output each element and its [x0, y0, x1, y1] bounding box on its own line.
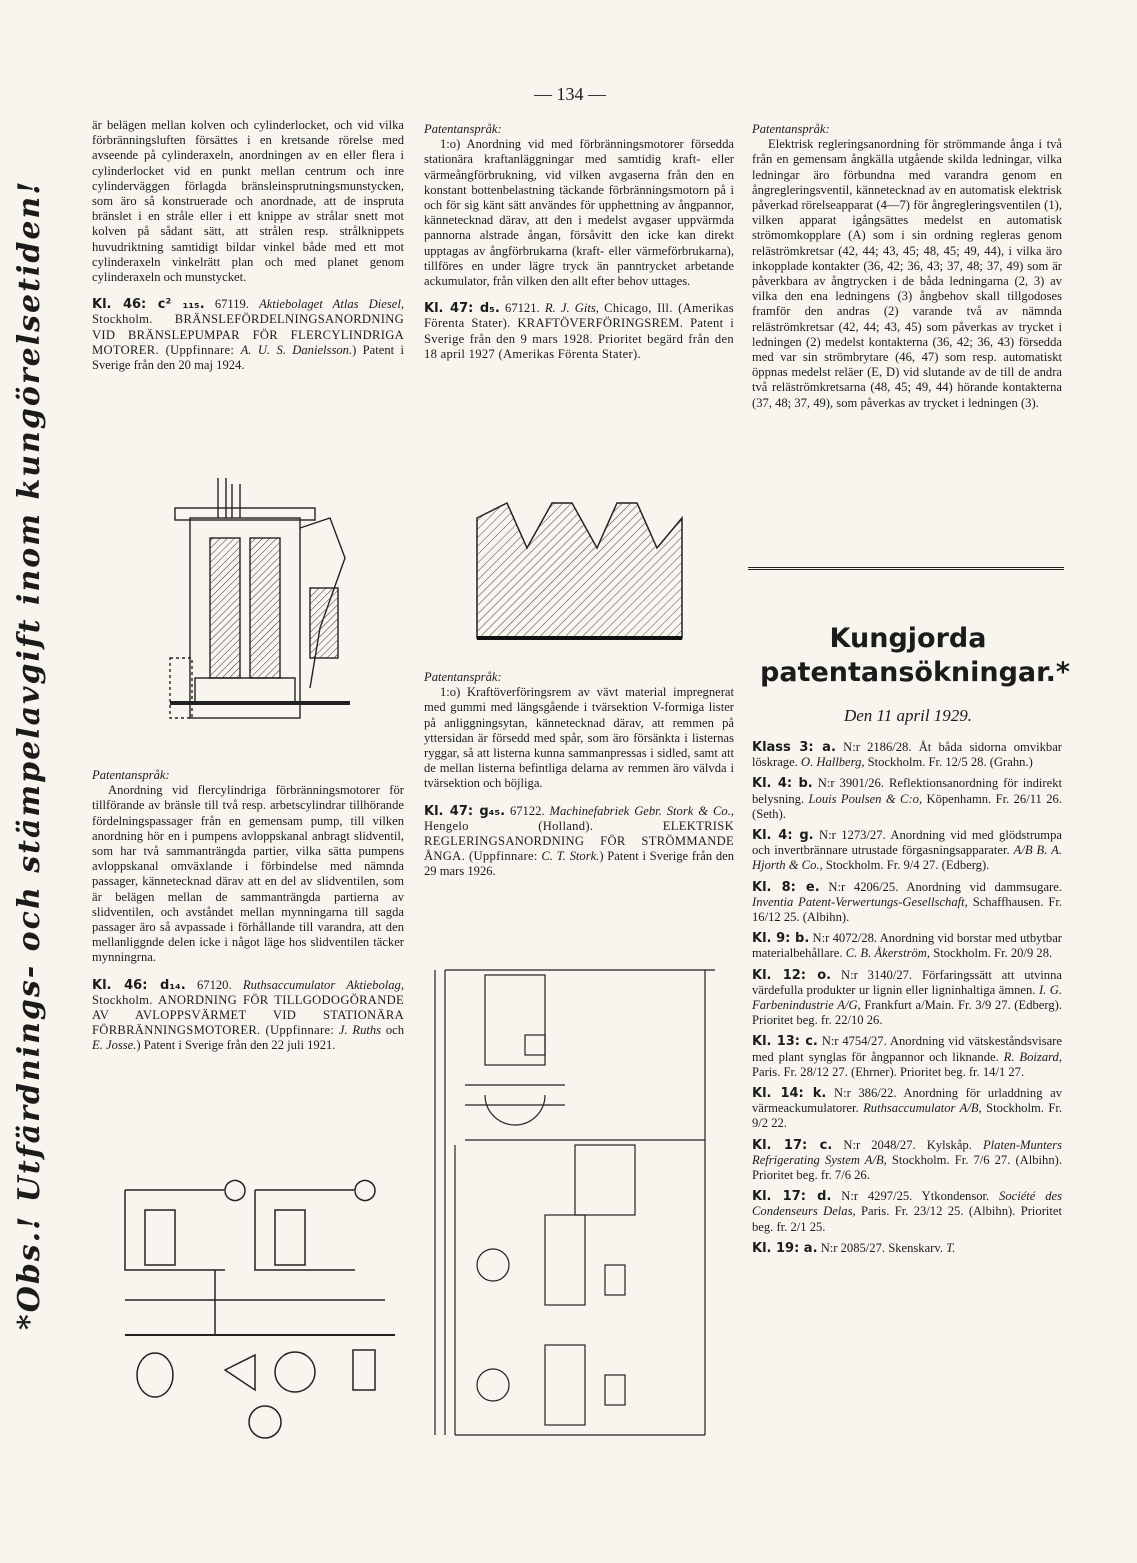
patent-entry-67120: Kl. 46: d₁₄. 67120. Ruthsaccumulator Aktiebolag, Stockholm. ANORDNING FÖR TILLGODOGÖRANDE AV AVLOPPSVÄRMET VID STATIONÄRA FÖRBRÄNNINGSMOTORER. (Uppfinnare: J. Ruths och E. Josse.) Patent i Sverige från den 22 juli 1921.	[92, 977, 405, 1053]
list-item: Kl. 13: c. N:r 4754/27. Anordning vid vätskeståndsvisare med plant synglas för ångpannor och liknande. R. Boizard, Paris. Fr. 28/12 27. (Ehrner). Prioritet beg. fr. 14/1 27.	[752, 1034, 1063, 1079]
intro-paragraph: är belägen mellan kolven och cylinderlocket, och vid vilka förbränningsluften försättes i en kretsande rörelse med avseende på cylinderaxeln, anordningen av en eller flera i cylinderlocket vid en punkt mellan centrum och inre cylinderväggen förlagda bränsleinsprutningsmunstycken, som äro så konstruerade och anordnade, att de inspruta bränslet i en stråle eller i ett knippe av strålar snett mot kolven på sådant sätt, att strålen resp. strålknippets huvudriktning samtidigt bildar vinkel både med ett mot cylinderaxeln vinkelrätt plan och med planet genom cylinderaxeln och munstycket.	[92, 118, 404, 285]
belt-section-figure	[452, 478, 692, 658]
side-banner: *Obs.! Utfärdnings- och stämpelavgift inom kungörelsetiden!	[12, 179, 47, 1330]
column-left-lower	[92, 768, 404, 1054]
column-right	[752, 122, 1062, 411]
fuel-pump-figure	[160, 478, 360, 753]
list-item: Kl. 14: k. N:r 386/22. Anordning för urladdning av värmeackumulatorer. Ruthsaccumulator A/B, Stockholm. Fr. 9/2 22.	[752, 1086, 1062, 1131]
application-list	[752, 740, 1062, 1262]
claim-label: Patentanspråk:	[424, 670, 502, 684]
claim-label: Patentanspråk:	[752, 122, 830, 136]
list-item: Kl. 8: e. N:r 4206/25. Anordning vid dammsugare. Inventia Patent-Verwertungs-Gesellschaft, Schaffhausen. Fr. 16/12 25. (Albihn).	[752, 879, 1063, 925]
column-middle-lower	[424, 670, 734, 880]
column-left	[92, 118, 404, 373]
section-heading: Kungjorda patentansökningar.*	[760, 623, 1070, 688]
list-item: Kl. 19: a. N:r 2085/27. Skenskarv. T.	[752, 1240, 956, 1256]
regulation-circuit-figure	[425, 965, 725, 1445]
page-number: — 134 —	[534, 84, 606, 104]
list-item: Kl. 17: d. N:r 4297/25. Ytkondensor. Société des Condenseurs Delas, Paris. Fr. 23/12 25. (Albihn). Prioritet beg. fr. 2/1 25.	[752, 1189, 1063, 1234]
patent-entry-67121: Kl. 47: d₅. 67121. R. J. Gits, Chicago, Ill. (Amerikas Förenta Stater). KRAFTÖVERFÖRINGSREM. Patent i Sverige från den 9 mars 1928. Prioritet begärd från den 18 april 1927 (Amerikas Förenta Stater).	[424, 301, 734, 361]
patent-entry-67119: Kl. 46: c² ₁₁₅. 67119. Aktiebolaget Atlas Diesel, Stockholm. BRÄNSLEFÖRDELNINGSANORDNING VID BRÄNSLEPUMPAR FÖR FLERCYLINDRIGA MOTORER. (Uppfinnare: A. U. S. Danielsson.) Patent i Sverige från den 20 maj 1924.	[92, 297, 405, 373]
claim-label: Patentanspråk:	[92, 768, 170, 782]
column-middle	[424, 122, 734, 362]
claim-text: Elektrisk regleringsanordning för strömmande ånga i två från en gemensam ångkälla utgående skilda ledningar, vilka ledningar äro förbundna med varandra genom en ångregleringsventil, kännetecknad av en automatisk elektrisk påverkad rörelseapparat (4—7) för ångregleringsventilen (1), vilken apparat igångsättes medelst en automatisk strömomkopplare (A) som i sin ordning regleras genom reläströmkretsar (42, 44; 43, 45; 48, 45; 49, 44), i vilka äro inkopplade kontakter (36, 42; 36, 43; 37, 48; 37, 49) som är påverkbara av ångtrycken i de båda ledningarna (2, 3) av vilka den ena ledningens (3) ångbehov skall tillgodoses framför den andras (2) varande två av nämnda reläströmkretsar (42, 44; 43, 45) som påverkas av trycket i ledningen (2) medelst kontakterna (36, 42; 36, 43) försedda med var sin strömbrytare (46, 47) som resp. automatiskt öppnas medelst reläer (E, D) vid slutande av de till de andra två reläströmkretsarna (48, 45; 49, 44) hörande kontakterna (37, 48; 37, 49), som påverkas av trycket i ledningen (3).	[752, 137, 1062, 410]
patent-entry-67122: Kl. 47: g₄₅. 67122. Machinefabriek Gebr. Stork & Co., Hengelo (Holland). ELEKTRISK REGLERINGSANORDNING FÖR STRÖMMANDE ÅNGA. (Uppfinnare: C. T. Stork.) Patent i Sverige från den 29 mars 1926.	[424, 803, 735, 879]
claim-text: 1:o) Kraftöverföringsrem av vävt material impregnerat med gummi med längsgående i tvärsektion V-formiga lister på anliggningsytan, kännetecknad därav, att remmen på yttersidan är försedd med spår, som äro försänkta i listernas ryggar, så att listerna kunna sammanpressas i sidled, samt att de mellan listerna befintliga delarna av remmen äro välvda i tvärsektion och böjliga.	[424, 685, 734, 791]
list-item: Kl. 17: c. N:r 2048/27. Kylskåp. Platen-Munters Refrigerating System A/B, Stockholm. Fr. 7/6 27. (Albihn). Prioritet beg. fr. 7/6 26.	[752, 1137, 1062, 1183]
claim-label: Patentanspråk:	[424, 122, 502, 136]
section-divider	[748, 567, 1064, 570]
list-item: Kl. 4: g. N:r 1273/27. Anordning vid med glödstrumpa och invertbrännare utrustade förgasningsapparater. A/B B. A. Hjorth & Co., Stockholm. Fr. 9/4 27. (Edberg).	[752, 828, 1062, 873]
claim-text: 1:o) Anordning vid med förbränningsmotorer försedda stationära kraftanläggningar med samtidig kraft- eller värmeångförbrukning, vid vilken avgaserna från den en konstant bottenbelastning täckande förbränningsmotorn på i och för sig känt sätt användes för upphettning av ångpannor, kännetecknad därav, att den i medelst avgaser uppvärmda pannorna alstrade ångan, försåvitt den icke kan direkt upptagas av ångförbrukarna (kraft- eller värmeförbrukarna), tillföres en under lägre tryck än panntrycket arbetande ackumulator, från vilken den allt efter behov uttages.	[424, 137, 734, 289]
list-item: Kl. 4: b. N:r 3901/26. Reflektionsanordning för indirekt belysning. Louis Poulsen & C:o, Köpenhamn. Fr. 26/11 26. (Seth).	[752, 776, 1062, 821]
claim-text: Anordning vid flercylindriga förbränningsmotorer för tillförande av bränsle till två resp. arbetscylindrar tillhörande fördelningspassager från en gemensam pump, till vilken anordning hör en i pumpens avloppskanal anbragt slidventil, som har två sammanträngda partier, vilka sätta pumpens avloppskanal omväxlande i förbindelse med nämnda passager, kännetecknad därav att en del av slidventilen, som är belägen mellan de sammanträngda partierna av slidventilen, och avståndet mellan mynningarna till sagda passager äro så avpassade i förhållande till varandra, att den mellanliggnde delen icke i något läge hos slidventilen täcker mynningrna.	[92, 783, 404, 965]
announcement-date: Den 11 april 1929.	[843, 706, 973, 725]
list-item: Kl. 12: o. N:r 3140/27. Förfaringssätt att utvinna värdefulla produkter ur lignin eller ligninhaltiga ämnen. I. G. Farbenindustrie A/G, Frankfurt a/Main. Fr. 3/9 27. (Edberg). Prioritet beg. fr. 22/10 26.	[752, 967, 1063, 1028]
list-item: Klass 3: a. N:r 2186/28. Åt båda sidorna omvikbar löskrage. O. Hallberg, Stockholm. Fr. 12/5 28. (Grahn.)	[752, 740, 1062, 770]
exhaust-heat-figure	[105, 1160, 405, 1445]
list-item: Kl. 9: b. N:r 4072/28. Anordning vid borstar med utbytbar materialbehållare. C. B. Åkerström, Stockholm. Fr. 20/9 28.	[752, 931, 1062, 961]
